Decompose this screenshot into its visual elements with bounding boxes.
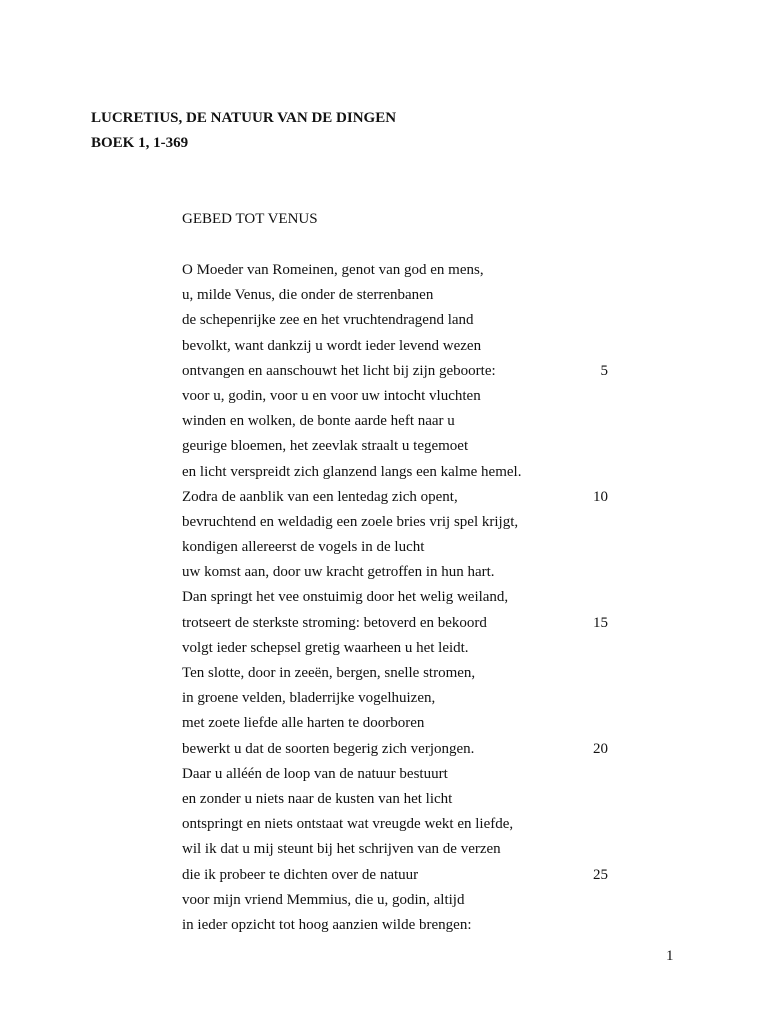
poem-line-text: Dan springt het vee onstuimig door het welig weiland, <box>182 589 509 606</box>
page-number: 1 <box>666 948 674 964</box>
poem-line <box>182 463 622 488</box>
line-number: 25 <box>593 866 608 883</box>
poem-line-text: kondigen allereerst de vogels in de lucht <box>182 539 425 556</box>
poem-line <box>182 639 622 664</box>
poem-line <box>182 891 622 916</box>
poem-line-text: en licht verspreidt zich glanzend langs een kalme hemel. <box>182 463 522 480</box>
poem-line <box>182 614 622 639</box>
poem-line <box>182 437 622 462</box>
line-number: 15 <box>593 614 608 631</box>
document-title: LUCRETIUS, DE NATUUR VAN DE DINGEN <box>91 110 397 126</box>
poem-line <box>182 337 622 362</box>
poem-line <box>182 866 622 891</box>
poem-line <box>182 815 622 840</box>
document-subtitle: BOEK 1, 1-369 <box>91 135 189 151</box>
poem-line-text: wil ik dat u mij steunt bij het schrijven van de verzen <box>182 841 501 858</box>
poem-line-text: Zodra de aanblik van een lentedag zich opent, <box>182 488 458 505</box>
poem-line <box>182 740 622 765</box>
poem-line-text: bevolkt, want dankzij u wordt ieder levend wezen <box>182 337 482 354</box>
poem-line <box>182 261 622 286</box>
poem-line-text: in groene velden, bladerrijke vogelhuizen, <box>182 690 436 707</box>
poem-line-text: ontspringt en niets ontstaat wat vreugde wekt en liefde, <box>182 816 514 833</box>
poem-line-text: volgt ieder schepsel gretig waarheen u het leidt. <box>182 639 469 656</box>
poem-line <box>182 714 622 739</box>
poem-line-text: uw komst aan, door uw kracht getroffen in hun hart. <box>182 564 495 581</box>
poem-line <box>182 362 622 387</box>
line-number: 10 <box>593 488 608 505</box>
poem-line <box>182 513 622 538</box>
poem-line <box>182 689 622 714</box>
poem-line <box>182 412 622 437</box>
poem-line-text: winden en wolken, de bonte aarde heft naar u <box>182 413 455 430</box>
poem-line <box>182 790 622 815</box>
poem-line <box>182 588 622 613</box>
poem-line-text: bevruchtend en weldadig een zoele bries vrij spel krijgt, <box>182 513 519 530</box>
poem-line <box>182 563 622 588</box>
poem-body <box>182 261 622 941</box>
line-number: 20 <box>593 740 608 757</box>
line-number: 5 <box>600 362 608 379</box>
poem-line <box>182 840 622 865</box>
poem-line-text: de schepenrijke zee en het vruchtendragend land <box>182 312 474 329</box>
poem-line <box>182 538 622 563</box>
poem-line-text: voor mijn vriend Memmius, die u, godin, altijd <box>182 891 465 908</box>
poem-line-text: trotseert de sterkste stroming: betoverd en bekoord <box>182 614 487 631</box>
poem-line-text: O Moeder van Romeinen, genot van god en mens, <box>182 262 484 278</box>
poem-line-text: voor u, godin, voor u en voor uw intocht vluchten <box>182 387 481 404</box>
section-title: GEBED TOT VENUS <box>182 211 318 227</box>
poem-line-text: Ten slotte, door in zeeën, bergen, snelle stromen, <box>182 665 476 681</box>
poem-line <box>182 765 622 790</box>
poem-line-text: met zoete liefde alle harten te doorboren <box>182 715 425 732</box>
poem-line <box>182 286 622 311</box>
poem-line <box>182 488 622 513</box>
poem-line <box>182 664 622 689</box>
poem-line <box>182 311 622 336</box>
poem-line-text: geurige bloemen, het zeevlak straalt u tegemoet <box>182 438 469 455</box>
poem-line-text: die ik probeer te dichten over de natuur <box>182 866 419 883</box>
poem-line-text: en zonder u niets naar de kusten van het licht <box>182 790 453 807</box>
poem-line-text: Daar u alléén de loop van de natuur bestuurt <box>182 765 448 782</box>
poem-line-text: ontvangen en aanschouwt het licht bij zijn geboorte: <box>182 362 496 379</box>
poem-line-text: in ieder opzicht tot hoog aanzien wilde brengen: <box>182 916 472 933</box>
poem-line <box>182 387 622 412</box>
poem-line-text: bewerkt u dat de soorten begerig zich verjongen. <box>182 740 475 757</box>
poem-line-text: u, milde Venus, die onder de sterrenbanen <box>182 287 434 304</box>
poem-line <box>182 916 622 941</box>
